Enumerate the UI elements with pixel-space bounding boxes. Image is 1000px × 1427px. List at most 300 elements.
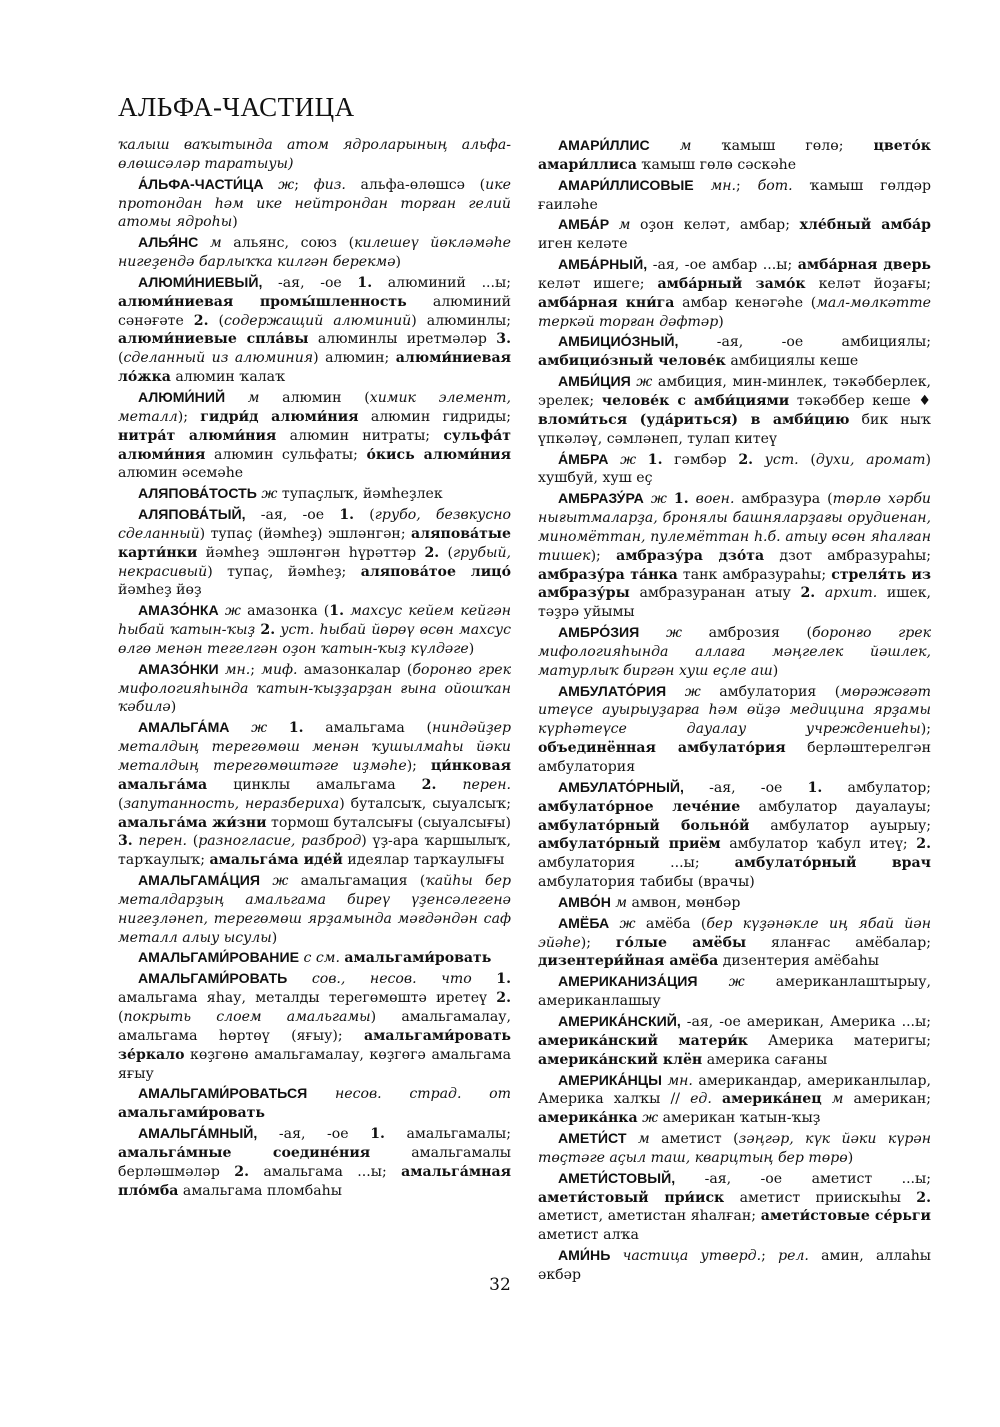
entry-text: мн.: [224, 661, 251, 678]
entry-text: мн.: [710, 177, 737, 194]
entry-text: тупаҫлыҡ, йәмһеҙлек: [277, 486, 443, 503]
entry-text: 2.: [421, 776, 437, 793]
entry-text: ж: [642, 1110, 659, 1127]
headword: АМЕРИКА́НСКИЙ,: [558, 1012, 681, 1029]
entry-text: алюмин әсемәһе: [118, 465, 244, 482]
entry-text: ): [718, 313, 724, 330]
entry-text: [225, 390, 248, 406]
entry-text: амбар кенәгәһе (: [674, 294, 817, 311]
entry-text: амбулатория табибы (врачы): [538, 874, 755, 891]
entry-text: ): [468, 640, 475, 657]
entry-text: амальга́мные соедине́ния: [118, 1144, 371, 1161]
headword: АЛЮМИ́НИЙ: [138, 388, 226, 405]
entry-text: гидри́д алюми́ния: [200, 408, 359, 425]
entry-text: амбулатория ...ы;: [538, 855, 735, 872]
entry-text: (: [208, 312, 224, 329]
entry-text: амальгамалы;: [384, 1126, 511, 1143]
entry-text: архит.: [824, 585, 878, 602]
entry-text: ) буталсыҡ, сыуалсыҡ;: [339, 795, 511, 812]
entry-text: воен.: [695, 491, 735, 508]
entry-text: [815, 585, 825, 601]
headword: АМБРАЗУ́РА: [558, 490, 644, 507]
headword: АМБУЛАТО́РИЯ: [558, 682, 667, 699]
headword: А́МБРА: [558, 450, 609, 467]
entry-text: амальгами́ровать: [118, 1105, 265, 1122]
dictionary-entry: [118, 1084, 511, 1123]
running-head: АЛЬФА-ЧАСТИЦА: [118, 92, 355, 122]
entry-text: ж: [261, 486, 278, 503]
entry-text: м: [831, 1091, 844, 1108]
entry-text: см.: [315, 950, 340, 967]
entry-text: амальгами́ровать зе́ркало: [118, 1027, 511, 1063]
headword: АМАЗО́НКИ: [138, 660, 219, 677]
entry-text: покрыть слоем амальгамы: [123, 1008, 371, 1025]
entry-text: көҙгөнө амальгамалау, көҙгөгә амальгама яғыу: [118, 1046, 511, 1082]
dictionary-entry: [538, 972, 931, 1011]
left-column: [118, 136, 511, 1201]
entry-text: ♦ вломи́ться (уда́риться) в амби́цию: [538, 392, 932, 428]
entry-text: сделанный из алюминия: [123, 350, 314, 367]
headword: АМБА́Р: [558, 216, 610, 233]
entry-text: 1.: [673, 491, 689, 508]
entry-text: );: [580, 934, 616, 951]
entry-text: амбулато́рный приём: [538, 836, 721, 853]
entry-text: ҡамыш гөлдәр ғаиләһе: [538, 177, 931, 213]
headword: АМАЛЬГАМИ́РОВАТЬ: [138, 970, 288, 987]
entry-text: м: [679, 138, 692, 154]
dictionary-entry: [118, 871, 511, 947]
entry-text: амба́рный замо́к: [657, 275, 806, 292]
entry-text: амальгамалы берләшмәләр: [118, 1144, 511, 1180]
entry-text: ) алюмин;: [313, 350, 396, 367]
entry-text: идеялар тарҡаулығы: [342, 852, 505, 869]
entry-text: -ая, -ое амбициялы;: [678, 334, 931, 351]
entry-text: [694, 178, 711, 194]
entry-text: ж: [251, 720, 268, 737]
entry-text: ж: [278, 176, 295, 193]
entry-text: алюмин сульфаты;: [205, 446, 367, 463]
dictionary-entry: [538, 372, 931, 448]
dictionary-entry: [118, 718, 511, 870]
entry-text: амети́стовый при́иск: [538, 1189, 725, 1206]
entry-text: амбулато́рный больно́й: [538, 817, 750, 834]
entry-text: амбразура (: [734, 491, 833, 508]
headword: АМЁБА: [558, 914, 610, 931]
entry-text: химик элемент, металл: [118, 389, 512, 425]
entry-text: [627, 1131, 638, 1147]
entry-text: амбулатор;: [822, 779, 931, 796]
entry-text: амбулатория (: [700, 683, 841, 700]
entry-text: [698, 974, 729, 990]
entry-text: амбулато́рный врач: [734, 855, 931, 872]
entry-text: 2.: [916, 1189, 931, 1206]
entry-text: танк амбразураһы;: [677, 566, 832, 583]
entry-text: амальга́мная пло́мба: [118, 1163, 511, 1199]
entry-text: бот.: [757, 177, 793, 194]
entry-text: амальга́ма жи́зни: [118, 814, 267, 831]
entry-text: (: [187, 833, 199, 850]
entry-text: ҡамыш гөлө сәскәһе: [636, 156, 797, 173]
entry-text: амброзия (: [681, 625, 812, 642]
headword: АМБА́РНЫЙ,: [558, 256, 648, 273]
headword: АМАЛЬГАМИ́РОВАНИЕ: [138, 949, 299, 966]
dictionary-entry: [118, 601, 511, 659]
headword: АМБИЦИО́ЗНЫЙ,: [558, 333, 679, 350]
headword: АЛЮМИ́НИЕВЫЙ,: [138, 273, 263, 290]
entry-text: тормош буталсығы (сыуалсығы): [266, 814, 511, 831]
entry-text: [636, 452, 648, 468]
headword: АМЕТИ́СТ: [558, 1130, 627, 1147]
headword: АМАЗО́НКА: [138, 602, 219, 619]
headword: АМБИ́ЦИЯ: [558, 373, 631, 390]
headword: АМИ́НЬ: [558, 1247, 611, 1264]
entry-text: уст.: [280, 622, 315, 639]
headword: АЛЯПОВА́ТЫЙ,: [138, 506, 246, 523]
entry-text: );: [177, 408, 201, 425]
entry-text: аляпова́тое лицо́: [360, 563, 511, 580]
entry-text: -ая, -ое: [257, 1126, 371, 1143]
entry-text: яланғас амёбалар;: [746, 934, 931, 951]
entry-text: 2.: [234, 1163, 249, 1180]
entry-text: [666, 684, 685, 700]
entry-text: амальгама ...ы;: [248, 1163, 402, 1180]
entry-text: ) тупаҫ, йәмһеҙ;: [207, 563, 361, 580]
entry-text: аляпова́тые карти́нки: [118, 525, 511, 561]
entry-text: мал-мөлкәтте теркәй торған дәфтәр: [538, 294, 931, 330]
entry-text: -ая, -ое аметист ...ы;: [675, 1170, 931, 1187]
entry-text: американ;: [843, 1091, 932, 1108]
entry-text: йәмһеҙ йөҙ: [118, 582, 202, 599]
entry-text: амбулатор ҡабул итеү;: [720, 836, 917, 853]
entry-text: ж: [636, 374, 653, 391]
entry-text: 2.: [260, 622, 276, 639]
right-column: [538, 136, 931, 1286]
entry-text: тәкәббер кеше: [789, 392, 919, 409]
entry-text: йәмһеҙ эшләнгән һүрәттәр: [197, 544, 425, 561]
entry-text: амин, аллаһы әкбәр: [538, 1248, 931, 1283]
entry-text: келәт йоҙағы;: [805, 275, 931, 292]
entry-text: ед.: [690, 1091, 712, 1108]
entry-text: боронғо грек мифологияһында ҡатын-ҡыҙҙарҙан ғына ойошҡан ҡәбилә: [118, 661, 511, 716]
entry-text: [609, 916, 619, 932]
dictionary-entry: [538, 255, 931, 331]
entry-text: [753, 452, 765, 468]
entry-text: (: [118, 1008, 124, 1025]
dictionary-entry: [118, 273, 511, 387]
entry-text: хле́бный амба́р: [799, 217, 931, 234]
entry-text: альфа-өлөшсә (: [345, 176, 486, 193]
dictionary-entry: [538, 136, 931, 175]
entry-text: ) хушбуй, хуш еҫ: [538, 451, 931, 487]
entry-text: [198, 235, 210, 251]
entry-text: америка́нский клён: [538, 1051, 703, 1068]
headword: АМАРИ́ЛЛИСОВЫЕ: [558, 176, 694, 193]
dictionary-entry: [538, 682, 931, 777]
entry-text: го́лые амёбы: [615, 934, 747, 951]
entry-text: келәт ишеге;: [538, 275, 658, 292]
entry-text: м: [209, 235, 222, 252]
entry-text: амбразу́ра та́нка: [538, 566, 678, 583]
entry-text: [264, 177, 279, 193]
entry-text: ҡалыш ваҡытында атом ядроларының альфа-өлөшсәләр таратыуы): [118, 137, 511, 172]
headword: АМЕРИКАНИЗА́ЦИЯ: [558, 973, 698, 990]
entry-text: америка́нка: [538, 1110, 638, 1127]
entry-text: амба́рная дверь: [797, 257, 931, 274]
entry-text: [689, 491, 696, 507]
entry-text: амбразуранан атыу: [629, 585, 801, 602]
entry-text: алюмин (: [259, 389, 370, 406]
entry-text: 3.: [118, 833, 133, 850]
entry-text: ниндәйҙер металдың терегөмөш менән ҡушылмаһы йәки металдың терегөмөштәге иҙмәһе: [118, 720, 512, 774]
entry-text: оҙон келәт, амбар;: [630, 217, 800, 234]
entry-text: алюмин ҡалаҡ: [170, 369, 286, 386]
entry-text: мн.: [667, 1072, 693, 1089]
entry-text: амбулато́рное лече́ние: [538, 798, 741, 815]
entry-text: ж: [619, 915, 636, 932]
entry-text: грубо, безвкусно сделанный: [118, 507, 511, 542]
entry-text: миф.: [261, 661, 298, 678]
entry-text: ;: [761, 1248, 779, 1265]
entry-text: 2.: [738, 451, 754, 468]
entry-text: ж: [272, 873, 289, 890]
entry-text: [436, 777, 462, 793]
entry-text: -ая, -ое: [683, 779, 808, 796]
dictionary-entry: [538, 489, 931, 622]
entry-text: ж: [684, 683, 701, 700]
entry-text: 1.: [357, 274, 373, 291]
entry-text: амбразу́ра дзо́та: [616, 547, 765, 564]
entry-text: 1.: [496, 971, 511, 988]
entry-text: 1.: [339, 507, 355, 524]
entry-text: ) алюминлы;: [411, 312, 511, 329]
entry-text: аметист приискыһы: [724, 1189, 917, 1206]
entry-text: м: [618, 217, 631, 234]
headword: АМАЛЬГА́МНЫЙ,: [138, 1125, 258, 1142]
dictionary-entry: [118, 1124, 511, 1200]
entry-text: америка́нский матери́к: [538, 1032, 748, 1049]
entry-text: ж: [620, 451, 637, 468]
entry-text: 2.: [496, 990, 511, 1007]
entry-text: [609, 217, 619, 233]
entry-text: амальгама пломбаһы: [178, 1182, 342, 1199]
entry-text: альянс, союз (: [221, 235, 355, 252]
entry-text: алюми́ниевые спла́вы: [118, 331, 309, 348]
entry-text: разногласие, разброд: [198, 833, 362, 850]
entry-text: 1.: [807, 779, 823, 796]
dictionary-entry: [538, 778, 931, 892]
entry-text: [639, 625, 666, 641]
entry-text: ) үҙ-ара ҡаршылыҡ, тарҡаулыҡ;: [118, 833, 511, 869]
entry-text: ци́нковая амальга́ма: [118, 758, 511, 793]
entry-text: амальгама (: [303, 720, 432, 737]
entry-text: ): [271, 929, 278, 946]
entry-text: [667, 491, 674, 507]
entry-text: ): [395, 254, 402, 271]
entry-text: 2.: [916, 836, 931, 853]
entry-text: (: [118, 350, 124, 367]
entry-text: уст.: [764, 451, 799, 468]
dictionary-entry: [118, 388, 511, 483]
dictionary-entry: [538, 332, 931, 371]
page-number: 32: [489, 1275, 511, 1295]
headword: АЛЬЯ́НС: [138, 234, 199, 251]
entry-text: перен.: [138, 833, 187, 850]
headword: АМАЛЬГА́МА: [138, 719, 230, 736]
entry-text: ҡайһы бер металдарҙың амальгама биреү үҙенсәлегенә нигеҙләнеп, терегөмөш ярҙамында мәғдәндән саф металл алыу ысулы: [118, 873, 511, 946]
dictionary-entry: [118, 136, 511, 174]
dictionary-entry: [118, 505, 511, 600]
entry-text: [287, 971, 312, 987]
entry-text: берләштерелгән амбулатория: [538, 740, 931, 775]
headword: АМАЛЬГАМИ́РОВАТЬСЯ: [138, 1085, 308, 1102]
entry-text: 1.: [370, 1126, 385, 1143]
entry-text: зәңгәр, күк йәки күрән төҫтәге аҫыл таш, кварцтың бер төрө: [538, 1131, 931, 1166]
entry-text: рел.: [778, 1248, 809, 1265]
entry-text: м: [637, 1131, 650, 1148]
headword: АМЕРИКА́НЦЫ: [558, 1071, 662, 1088]
entry-text: мөрәжәғәт итеүсе ауырыуҙарға һәм өйҙә медицина ярҙамы күрһәтеүсе дауалау учреждениеһы: [538, 683, 932, 738]
entry-text: [644, 491, 651, 507]
entry-text: [267, 720, 289, 736]
entry-text: стреля́ть из амбразу́ры: [538, 566, 931, 602]
entry-text: амбулатор ауырыу;: [749, 817, 931, 834]
entry-text: ж: [224, 603, 241, 620]
dictionary-entry: [538, 893, 931, 913]
entry-text: ): [232, 214, 238, 231]
entry-text: [472, 971, 497, 987]
entry-text: [260, 873, 272, 889]
entry-text: );: [406, 758, 431, 774]
entry-text: амбицио́зный челове́к: [538, 353, 726, 370]
entry-text: амбициялы кеше: [725, 353, 859, 370]
headword: АМБУЛАТО́РНЫЙ,: [558, 778, 684, 795]
entry-text: америка́нец: [721, 1091, 822, 1108]
entry-text: алюмин нитраты;: [276, 427, 444, 444]
entry-text: -ая, -ое: [262, 274, 358, 291]
entry-text: [712, 1091, 722, 1107]
entry-text: 2.: [193, 312, 209, 329]
entry-text: м: [615, 894, 628, 911]
entry-text: -ая, -ое: [245, 507, 340, 524]
headword: АМЕТИ́СТОВЫЙ,: [558, 1169, 676, 1186]
entry-text: );: [590, 547, 617, 564]
dictionary-entry: [538, 1169, 931, 1245]
entry-text: ;: [736, 177, 758, 194]
dictionary-entry: [538, 623, 931, 681]
entry-text: нитра́т алюми́ния: [118, 427, 277, 444]
dictionary-entry: [538, 176, 931, 215]
entry-text: м: [247, 389, 260, 406]
entry-text: ) амальгамалау, амальгама һөртөү (яғыу);: [118, 1008, 511, 1044]
dictionary-entry: [118, 175, 511, 233]
entry-text: ике протондан һәм ике нейтрондан торған гелий атомы ядроһы: [118, 176, 512, 231]
entry-text: ж: [728, 974, 745, 991]
entry-text: сульфа́т алюми́ния: [118, 427, 511, 463]
entry-text: цинклы амальгама: [207, 776, 422, 793]
entry-text: [610, 1248, 622, 1264]
entry-text: дзот амбразураһы;: [764, 547, 932, 564]
entry-text: ) тупаҫ (йәмһеҙ) эшләнгән;: [199, 525, 412, 542]
entry-text: алюми́ниевая промы́шленность: [118, 293, 407, 310]
entry-text: 1.: [647, 451, 663, 468]
entry-text: гәмбәр: [662, 451, 739, 468]
dictionary-entry: [118, 660, 511, 718]
entry-text: [307, 1086, 335, 1102]
entry-text: американдар, американлылар, Америка халҡы //: [538, 1072, 931, 1108]
entry-text: амбулатор дауалауы;: [740, 798, 932, 815]
entry-text: амбиция, мин-минлек, тәкәбберлек, эрелек;: [538, 374, 931, 409]
entry-text: (: [798, 451, 816, 468]
entry-text: 1.: [329, 603, 345, 620]
entry-text: ): [170, 699, 177, 716]
entry-text: американлаштырыу, американлашыу: [538, 974, 931, 1010]
entry-text: аметист, аметистан яһалған;: [538, 1208, 761, 1225]
entry-text: духи, аромат: [815, 451, 926, 468]
entry-text: с: [303, 950, 312, 967]
headword: АМБРО́ЗИЯ: [558, 624, 640, 641]
entry-text: боронғо грек мифологияһында аллаға мәңгелек йәшлек, матурлыҡ биргән хуш еҫле аш: [538, 625, 931, 679]
entry-text: алюми́ниевая ло́жка: [118, 350, 511, 386]
entry-text: челове́к с амби́циями: [601, 392, 790, 409]
entry-text: амальгами́ровать: [344, 950, 492, 967]
entry-text: ж: [650, 491, 667, 508]
entry-text: амазонкалар (: [297, 661, 413, 678]
entry-text: грубый, некрасивый: [118, 544, 512, 580]
entry-text: американ ҡатын-ҡыҙ: [658, 1110, 821, 1127]
entry-text: 2.: [800, 585, 816, 602]
entry-text: амальгамация (: [288, 873, 426, 890]
entry-text: частица утверд.: [622, 1248, 762, 1265]
entry-text: иген келәте: [538, 236, 628, 253]
entry-text: (: [354, 507, 375, 524]
entry-text: һыбай йөрөү өсөн махсус өлгө менән тегелгән оҙон ҡатын-ҡыҙ күлдәге: [118, 622, 512, 657]
dictionary-entry: [118, 233, 511, 272]
entry-text: аметист алҡа: [538, 1227, 639, 1244]
headword: А́ЛЬФА-ЧАСТИ́ЦА: [138, 175, 264, 192]
entry-text: амба́рная кни́га: [538, 294, 675, 311]
entry-text: 1.: [288, 720, 304, 737]
entry-text: -ая, -ое американ, Америка ...ы;: [680, 1013, 931, 1030]
entry-text: аметист (: [649, 1131, 739, 1148]
entry-text: объединённая амбулато́рия: [538, 740, 786, 757]
entry-text: [822, 1091, 832, 1107]
entry-text: алюминий ...ы;: [372, 274, 511, 291]
entry-text: 3.: [496, 331, 511, 348]
entry-text: несов. страд. от: [334, 1086, 511, 1103]
entry-text: амети́стовые се́рьги: [760, 1208, 931, 1225]
entry-text: [650, 138, 680, 154]
entry-text: амальга́ма иде́й: [209, 852, 343, 869]
entry-text: цвето́к амари́ллиса: [538, 138, 931, 173]
entry-text: амвон, мөнбәр: [627, 894, 741, 911]
entry-text: америка сағаны: [702, 1051, 828, 1068]
entry-text: содержащий алюминий: [223, 312, 412, 329]
entry-text: амальгама яһау, металды терегөмөштә иретеү: [118, 990, 497, 1007]
entry-text: ;: [294, 176, 314, 193]
entry-text: төрлө хәрби нығытмаларҙа, бронялы башняларҙағы орудиенан, миномёттан, пулемёттан һ.б. атыу өсөн яһалған тишек: [538, 491, 932, 564]
dictionary-entry: [118, 484, 511, 504]
dictionary-entry: [538, 1129, 931, 1168]
entry-text: дизентерия амёбаһы: [718, 953, 880, 970]
entry-text: [608, 452, 620, 468]
entry-text: амёба (: [635, 915, 707, 932]
entry-text: -ая, -ое амбар ...ы;: [647, 257, 798, 274]
entry-text: ҡамыш гөлө;: [691, 138, 874, 154]
entry-text: (: [118, 795, 124, 812]
entry-text: запутанность, неразбериха: [123, 795, 340, 812]
entry-text: ж: [665, 625, 682, 642]
entry-text: алюминий сәнәғәте: [118, 293, 511, 329]
